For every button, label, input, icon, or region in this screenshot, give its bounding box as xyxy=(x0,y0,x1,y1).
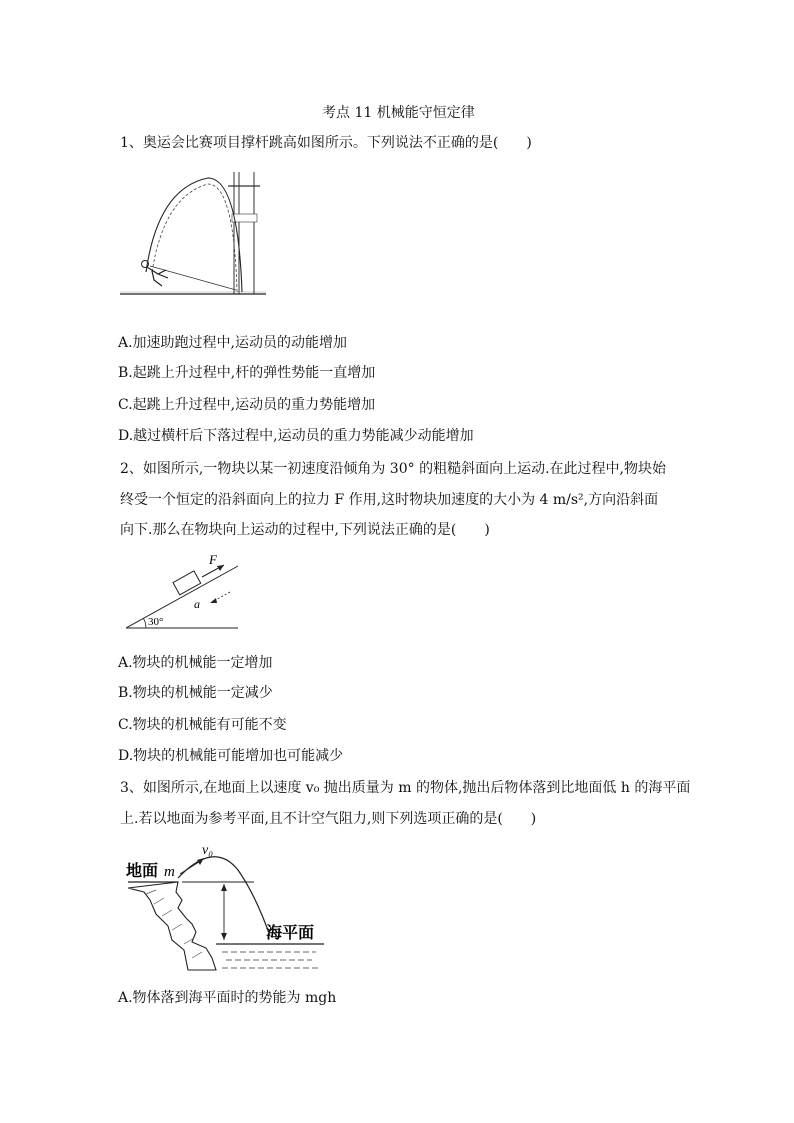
q2-option-d: D.物块的机械能可能增加也可能减少 xyxy=(118,748,344,764)
q2-option-c: C.物块的机械能有可能不变 xyxy=(118,717,287,733)
q2-stem-line2: 终受一个恒定的沿斜面向上的拉力 F 作用,这时物块加速度的大小为 4 m/s²,方向沿斜面 xyxy=(120,492,659,508)
q2-stem-line1: 2、如图所示,一物块以某一初速度沿倾角为 30° 的粗糙斜面向上运动.在此过程中,物块始 xyxy=(120,461,666,477)
pole-vault-figure xyxy=(118,168,268,298)
q3-stem-line1: 3、如图所示,在地面上以速度 v₀ 抛出质量为 m 的物体,抛出后物体落到比地面低 h 的海平面 xyxy=(120,780,691,796)
incline-figure xyxy=(120,548,270,634)
force-label: F xyxy=(209,552,217,567)
q1-option-a: A.加速助跑过程中,运动员的动能增加 xyxy=(118,335,348,351)
angle-label: 30° xyxy=(148,616,164,628)
mass-label: m xyxy=(164,864,175,880)
ground-label: 地面 xyxy=(126,863,159,880)
q2-stem-line3: 向下.那么在物块向上运动的过程中,下列说法正确的是( ) xyxy=(120,522,490,538)
q2-option-a: A.物块的机械能一定增加 xyxy=(118,655,273,671)
sea-label: 海平面 xyxy=(266,925,315,942)
accel-label: a xyxy=(194,597,200,611)
q1-option-b: B.起跳上升过程中,杆的弹性势能一直增加 xyxy=(118,365,376,381)
q3-stem-line2: 上.若以地面为参考平面,且不计空气阻力,则下列选项正确的是( ) xyxy=(120,811,537,827)
q1-option-d: D.越过横杆后下落过程中,运动员的重力势能减少动能增加 xyxy=(118,428,474,444)
page-title: 考点 11 机械能守恒定律 xyxy=(322,105,475,121)
velocity-label: v₀ xyxy=(202,843,214,858)
q1-option-c: C.起跳上升过程中,运动员的重力势能增加 xyxy=(118,397,376,413)
q2-option-b: B.物块的机械能一定减少 xyxy=(118,685,273,701)
q1-stem: 1、奥运会比赛项目撑杆跳高如图所示。下列说法不正确的是( ) xyxy=(120,135,532,151)
cliff-projectile-figure xyxy=(126,840,326,975)
q3-option-a: A.物体落到海平面时的势能为 mgh xyxy=(118,990,337,1006)
